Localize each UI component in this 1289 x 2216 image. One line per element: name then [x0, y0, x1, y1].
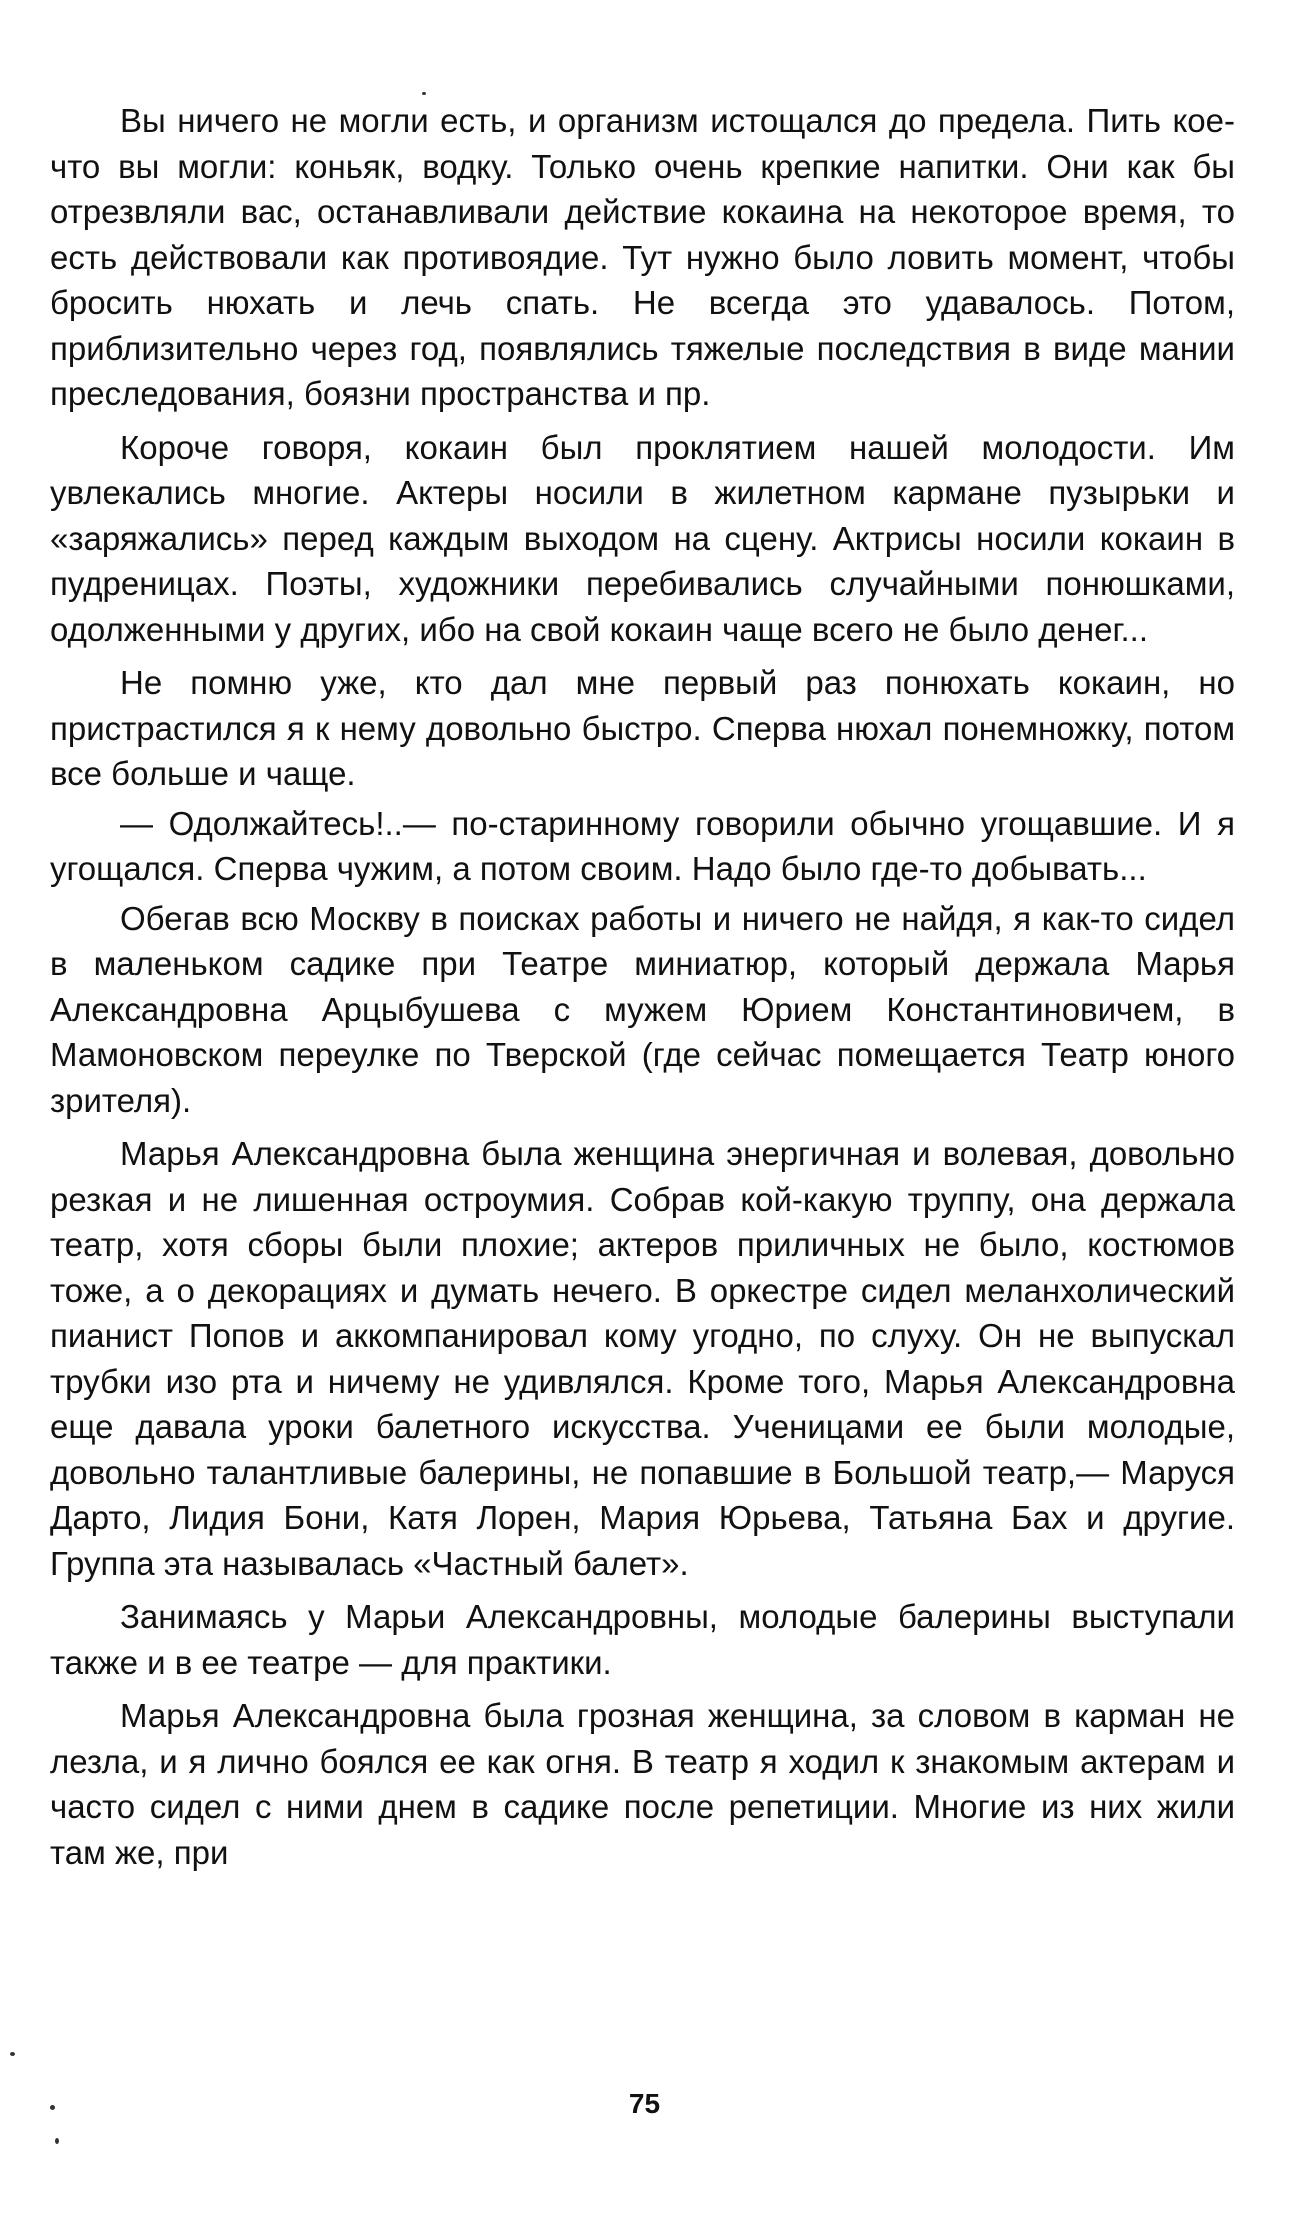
scan-speck — [422, 92, 426, 95]
paragraph-6: Марья Александровна была женщина энергичная и волевая, довольно резкая и не лишенная остроумия. Собрав кой-какую труппу, она держала театр, хотя сборы были плохие; актеров приличных не было, костюмов тоже, а о декорациях и думать нечего. В оркестре сидел меланхолический пианист Попов и аккомпанировал кому угодно, по слуху. Он не выпускал трубки изо рта и ничему не удивлялся. Кроме того, Марья Александровна еще давала уроки балетного искусства. Ученицами ее были молодые, довольно талантливые балерины, не попавшие в Большой театр,— Маруся Дарто, Лидия Бони, Катя Лорен, Мария Юрьева, Татьяна Бах и другие. Группа эта называлась «Частный балет». — [50, 1135, 1235, 1582]
page-body — [50, 98, 1235, 1883]
paragraph-5: Обегав всю Москву в поисках работы и ничего не найдя, я как-то сидел в маленьком садике при Театре миниатюр, который держала Марья Александровна Арцыбушева с мужем Юрием Константиновичем, в Мамоновском переулке по Тверской (где сейчас помещается Театр юного зрителя). — [50, 899, 1235, 1119]
paragraph-1: Вы ничего не могли есть, и организм истощался до предела. Пить кое-что вы могли: коньяк, водку. Только очень крепкие напитки. Они как бы отрезвляли вас, останавливали действие кокаина на некоторое время, то есть действовали как противоядие. Тут нужно было ловить момент, чтобы бросить нюхать и лечь спать. Не всегда это удавалось. Потом, приблизительно через год, появлялись тяжелые последствия в виде мании преследования, боязни пространства и пр. — [50, 102, 1235, 412]
paragraph-2: Короче говоря, кокаин был проклятием нашей молодости. Им увлекались многие. Актеры носили в жилетном кармане пузырьки и «заряжались» перед каждым выходом на сцену. Актрисы носили кокаин в пудреницах. Поэты, художники перебивались случайными понюшками, одолженными у других, ибо на свой кокаин чаще всего не было денег... — [50, 428, 1235, 648]
page-number: 75 — [628, 2088, 661, 2119]
paragraph-7: Занимаясь у Марьи Александровны, молодые балерины выступали также и в ее театре — для практики. — [50, 1598, 1235, 1681]
paragraph-8: Марья Александровна была грозная женщина, за словом в карман не лезла, и я лично боялся ее как огня. В театр я ходил к знакомым актерам и часто сидел с ними днем в садике после репетиции. Многие из них жили там же, при — [50, 1697, 1235, 1871]
paragraph-3: Не помню уже, кто дал мне первый раз понюхать кокаин, но пристрастился я к нему довольно быстро. Сперва нюхал понемножку, потом все больше и чаще. — [50, 664, 1235, 792]
paragraph-4: — Одолжайтесь!..— по-старинному говорили обычно угощавшие. И я угощался. Сперва чужим, а потом своим. Надо было где-то добывать... — [50, 804, 1235, 887]
scan-speck — [10, 2052, 15, 2056]
scan-speck — [50, 2105, 55, 2110]
scan-speck — [55, 2138, 59, 2144]
